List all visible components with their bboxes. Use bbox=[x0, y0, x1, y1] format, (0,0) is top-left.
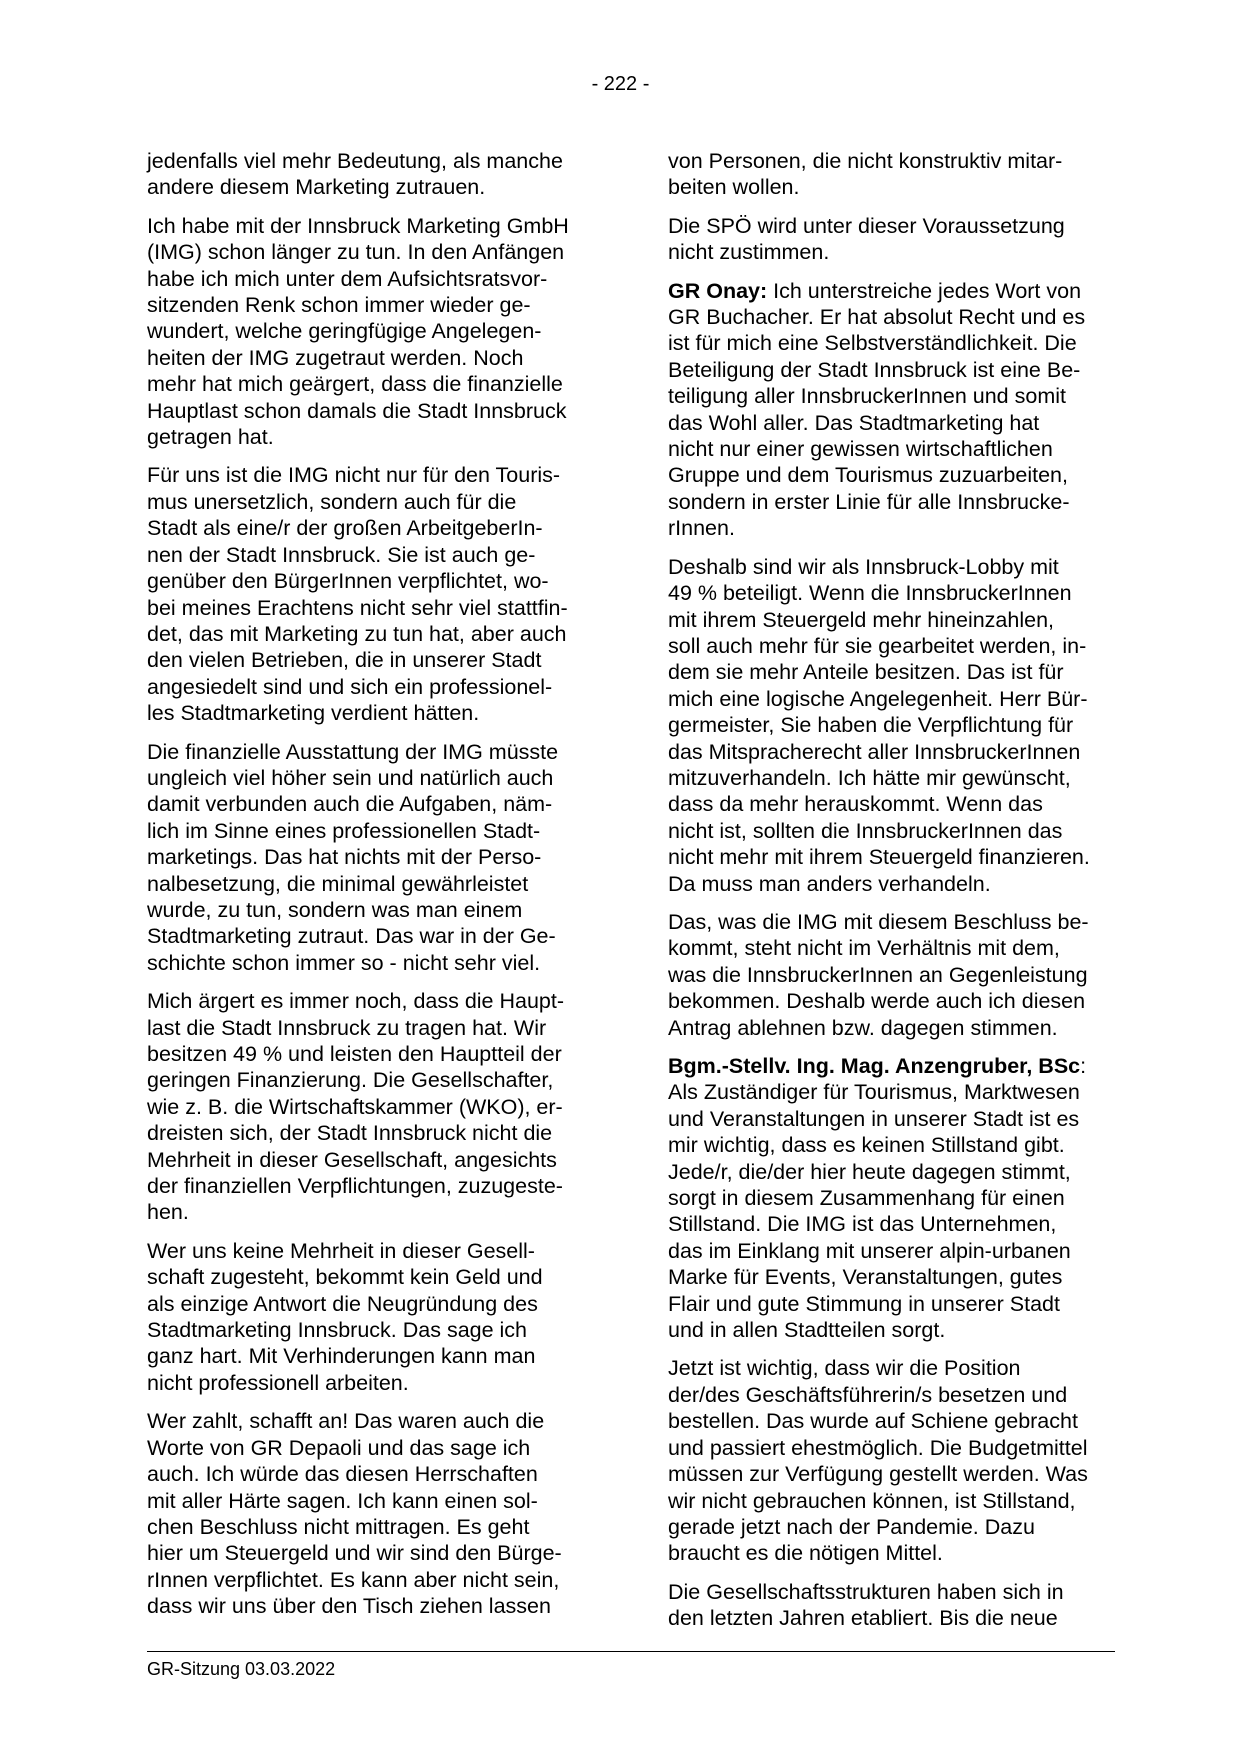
paragraph bbox=[668, 1355, 1113, 1566]
paragraph: Mich ärgert es immer noch, dass die Haupt- last die Stadt Innsbruck zu tragen hat. Wir besitzen 49 % und leisten den Hauptteil der geringen Finanzierung. Die Gesellschafter, wie z. B. die Wirtschaftskammer (WKO), er- dreisten sich, der Stadt Innsbruck nicht die Mehrheit in dieser Gesellschaft, angesichts der finanziellen Verpflichtungen, zuzugeste- hen. bbox=[147, 989, 565, 1225]
page-number: - 222 - bbox=[591, 73, 650, 95]
paragraph-text: von Personen, die nicht konstruktiv mitar- beiten wollen. bbox=[668, 149, 1063, 200]
paragraph bbox=[668, 1579, 1113, 1632]
paragraph: jedenfalls viel mehr Bedeutung, als manche andere diesem Marketing zutrauen. bbox=[147, 149, 563, 200]
paragraph bbox=[668, 909, 1113, 1041]
paragraph bbox=[668, 213, 1113, 266]
paragraph: Für uns ist die IMG nicht nur für den Touris- mus unersetzlich, sondern auch für die Stadt als eine/r der großen ArbeitgeberIn- nen der Stadt Innsbruck. Sie ist auch ge- genüber den BürgerInnen verpflichtet, wo- bei meines Erachtens nicht sehr viel stattfin- det, das mit Marketing zu tun hat, aber auch den vielen Betrieben, die in unserer Stadt angesiedelt sind und sich ein professionel- les Stadtmarketing verdient hätten. bbox=[147, 463, 568, 726]
paragraph-text: : Als Zuständiger für Tourismus, Marktwesen und Veranstaltungen in unserer Stadt ist es mir wichtig, dass es keinen Stillstand gibt. Jede/r, die/der hier heute dagegen stimmt, sorgt in diesem Zusammenhang für einen Stillstand. Die IMG ist das Unternehmen, das im Einklang mit unserer alpin-urbanen Marke für Events, Veranstaltungen, gutes Flair und gute Stimmung in unserer Stadt und in allen Stadtteilen sorgt. bbox=[668, 1054, 1087, 1343]
speaker-paragraph bbox=[668, 1053, 1113, 1343]
right-column bbox=[668, 148, 1113, 1644]
paragraph-text: Die SPÖ wird unter dieser Voraussetzung nicht zustimmen. bbox=[668, 213, 1065, 265]
paragraph-text: Ich unterstreiche jedes Wort von GR Buchacher. Er hat absolut Recht und es ist für mich eine Selbstverständlichkeit. Die Beteiligung der Stadt Innsbruck ist eine Be- teiligung aller InnsbruckerInnen und somit das Wohl aller. Das Stadtmarketing hat nicht nur einer gewissen wirtschaftlichen Gruppe und dem Tourismus zuzuarbeiten, sondern in erster Linie für alle Innsbrucke- rInnen. bbox=[668, 278, 1086, 541]
paragraph: Die finanzielle Ausstattung der IMG müsste ungleich viel höher sein und natürlich auch damit verbunden auch die Aufgaben, näm- lich im Sinne eines professionellen Stadt- marketings. Das hat nichts mit der Perso- nalbesetzung, die minimal gewährleistet wurde, zu tun, sondern was man einem Stadtmarketing zutraut. Das war in der Ge- schichte schon immer so - nicht sehr viel. bbox=[147, 739, 559, 975]
speaker-paragraph bbox=[668, 278, 1113, 542]
footer-session-date: GR-Sitzung 03.03.2022 bbox=[147, 1659, 336, 1679]
speaker-name: Bgm.-Stellv. Ing. Mag. Anzengruber, BSc bbox=[668, 1054, 1081, 1078]
left-column bbox=[147, 148, 592, 1632]
paragraph: Wer zahlt, schafft an! Das waren auch die Worte von GR Depaoli und das sage ich auch. Ich würde das diesen Herrschaften mit aller Härte sagen. Ich kann einen sol- chen Beschluss nicht mittragen. Es geht hier um Steuergeld und wir sind den Bürge- rInnen verpflichtet. Es kann aber nicht sein, dass wir uns über den Tisch ziehen lassen bbox=[147, 1409, 562, 1619]
speaker-name: GR Onay: bbox=[668, 278, 768, 303]
paragraph-text: Die Gesellschaftsstrukturen haben sich in den letzten Jahren etabliert. Bis die neue bbox=[668, 1579, 1064, 1631]
paragraph bbox=[668, 148, 1113, 201]
paragraph-text: Deshalb sind wir als Innsbruck-Lobby mit 49 % beteiligt. Wenn die InnsbruckerInnen mit ihrem Steuergeld mehr hineinzahlen, soll auch mehr für sie gearbeitet werden, in- dem sie mehr Anteile besitzen. Das ist für mich eine logische Angelegenheit. Herr Bür- germeister, Sie haben die Verpflichtung für das Mitspracherecht aller InnsbruckerInnen mitzuverhandeln. Ich hätte mir gewünscht, dass da mehr herauskommt. Wenn das nicht ist, sollten die InnsbruckerInnen das nicht mehr mit ihrem Steuergeld finanzieren. Da muss man anders verhandeln. bbox=[668, 554, 1090, 896]
paragraph: Ich habe mit der Innsbruck Marketing GmbH (IMG) schon länger zu tun. In den Anfängen habe ich mich unter dem Aufsichtsratsvor- sitzenden Renk schon immer wieder ge- wundert, welche geringfügige Angelegen- heiten der IMG zugetraut werden. Noch mehr hat mich geärgert, dass die finanzielle Hauptlast schon damals die Stadt Innsbruck getragen hat. bbox=[147, 213, 569, 450]
paragraph bbox=[668, 554, 1113, 897]
paragraph-text: Das, was die IMG mit diesem Beschluss be- kommt, steht nicht im Verhältnis mit dem, was die InnsbruckerInnen an Gegenleistung bekommen. Deshalb werde auch ich diesen Antrag ablehnen bzw. dagegen stimmen. bbox=[668, 909, 1089, 1040]
footer-divider bbox=[147, 1651, 1115, 1652]
paragraph: Wer uns keine Mehrheit in dieser Gesell- schaft zugesteht, bekommt kein Geld und als einzige Antwort die Neugründung des Stadtmarketing Innsbruck. Das sage ich ganz hart. Mit Verhinderungen kann man nicht professionell arbeiten. bbox=[147, 1238, 543, 1395]
paragraph-text: Jetzt ist wichtig, dass wir die Position der/des Geschäftsführerin/s besetzen und bestellen. Das wurde auf Schiene gebracht und passiert ehestmöglich. Die Budgetmittel müssen zur Verfügung gestellt werden. Was wir nicht gebrauchen können, ist Stillstand, gerade jetzt nach der Pandemie. Dazu braucht es die nötigen Mittel. bbox=[668, 1356, 1088, 1566]
